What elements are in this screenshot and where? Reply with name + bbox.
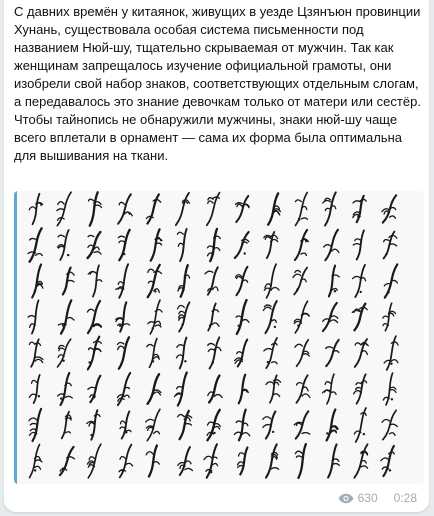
nushu-glyph bbox=[263, 411, 276, 438]
nushu-glyph bbox=[208, 337, 221, 368]
nushu-glyph bbox=[63, 268, 74, 295]
nushu-glyph bbox=[29, 409, 41, 441]
nushu-glyph bbox=[383, 303, 396, 331]
nushu-glyph bbox=[29, 339, 42, 366]
nushu-glyph bbox=[382, 410, 397, 439]
nushu-glyph bbox=[323, 192, 336, 225]
nushu-glyph bbox=[178, 302, 190, 331]
nushu-glyph bbox=[57, 192, 71, 226]
nushu-glyph bbox=[294, 411, 310, 438]
nushu-glyph bbox=[353, 265, 366, 297]
message-bubble bbox=[4, 0, 429, 512]
nushu-glyph bbox=[263, 301, 276, 333]
nushu-glyph bbox=[323, 374, 337, 404]
nushu-glyph bbox=[208, 304, 219, 331]
nushu-glyph bbox=[205, 267, 218, 294]
nushu-glyph bbox=[87, 444, 100, 478]
nushu-glyph bbox=[329, 266, 339, 297]
nushu-glyph bbox=[296, 375, 309, 402]
nushu-glyph bbox=[148, 300, 162, 334]
views-count: 630 bbox=[357, 491, 378, 505]
nushu-glyph bbox=[176, 338, 186, 369]
nushu-glyph bbox=[178, 411, 192, 439]
nushu-glyph bbox=[235, 196, 249, 222]
nushu-glyph bbox=[354, 444, 367, 478]
nushu-glyph bbox=[266, 444, 279, 477]
nushu-glyph bbox=[88, 192, 101, 225]
nushu-glyph bbox=[204, 444, 218, 477]
nushu-glyph bbox=[28, 300, 38, 333]
nushu-glyph bbox=[295, 230, 308, 260]
nushu-glyph bbox=[326, 340, 339, 366]
nushu-glyph bbox=[384, 264, 397, 297]
nushu-glyph bbox=[176, 193, 190, 225]
nushu-glyph bbox=[62, 412, 72, 439]
nushu-glyph bbox=[87, 410, 100, 439]
nushu-glyph bbox=[117, 373, 130, 405]
nushu-glyph bbox=[352, 304, 367, 331]
nushu-glyph bbox=[29, 194, 42, 224]
nushu-glyph bbox=[324, 230, 339, 260]
nushu-glyph bbox=[236, 300, 249, 334]
nushu-glyph bbox=[207, 193, 220, 226]
message-meta bbox=[338, 490, 417, 506]
nushu-glyph bbox=[355, 339, 369, 367]
nushu-glyph bbox=[175, 372, 187, 405]
nushu-glyph bbox=[88, 232, 101, 258]
nushu-glyph bbox=[57, 230, 69, 260]
nushu-glyph bbox=[326, 410, 338, 441]
nushu-glyph bbox=[295, 192, 307, 225]
nushu-glyph bbox=[235, 340, 248, 367]
nushu-glyph bbox=[235, 267, 247, 295]
nushu-glyph bbox=[118, 230, 129, 260]
attached-image[interactable] bbox=[14, 191, 424, 484]
nushu-glyph bbox=[88, 376, 100, 402]
nushu-glyph bbox=[177, 229, 186, 261]
nushu-glyph bbox=[58, 300, 74, 333]
nushu-glyph bbox=[207, 410, 220, 440]
nushu-glyph bbox=[295, 340, 309, 366]
nushu-glyph bbox=[234, 410, 249, 441]
nushu-glyph bbox=[384, 232, 397, 259]
nushu-glyph bbox=[293, 268, 307, 295]
nushu-glyph bbox=[146, 445, 159, 476]
nushu-glyph bbox=[382, 195, 396, 222]
nushu-glyph bbox=[116, 264, 128, 298]
nushu-glyph bbox=[146, 194, 160, 223]
message-body: С давних времён у китаянок, живущих в уезде Цзянъюн провинции Хунань, существовала особая система письменности под названием Нюй-шу, тщательно скрываемая от мужчин. Так как женщинам запрещалось изучение официальной грамоты, они изобрели свой набор знаков, соответствующих отдельным слогам, а передавалось это знание девочкам только от матери или сестёр. Чтобы тайнопись не обнаружили мужчины, знаки нюй-шу чаще всего вплетали в орнамент — сама их форма была оптимальна для вышивания на ткани. bbox=[14, 4, 421, 163]
nushu-glyph bbox=[117, 337, 129, 368]
nushu-glyph bbox=[264, 232, 278, 258]
nushu-glyph bbox=[353, 196, 366, 222]
nushu-glyph bbox=[118, 194, 132, 224]
nushu-glyph bbox=[87, 301, 101, 333]
nushu-glyph bbox=[235, 232, 249, 258]
nushu-glyph bbox=[178, 447, 193, 475]
nushu-glyph bbox=[147, 339, 159, 368]
nushu-glyph bbox=[28, 228, 42, 261]
nushu-glyph bbox=[353, 230, 364, 259]
nushu-glyph bbox=[58, 373, 73, 405]
nushu-glyph bbox=[148, 374, 161, 404]
nushu-glyph bbox=[295, 444, 306, 478]
nushu-glyph bbox=[57, 339, 70, 367]
nushu-glyph bbox=[148, 265, 162, 297]
nushu-glyph bbox=[384, 336, 398, 370]
nushu-glyph bbox=[207, 229, 220, 261]
nushu-glyph bbox=[239, 375, 248, 404]
nushu-glyph bbox=[383, 373, 396, 405]
nushu-glyph bbox=[328, 444, 339, 477]
nushu-glyph bbox=[120, 411, 131, 438]
nushu-glyph bbox=[268, 193, 280, 224]
nushu-glyph bbox=[381, 446, 394, 476]
nushu-glyph-grid bbox=[14, 191, 424, 484]
nushu-glyph bbox=[60, 447, 75, 475]
nushu-glyph bbox=[32, 265, 43, 298]
nushu-glyph bbox=[323, 303, 338, 331]
nushu-glyph bbox=[88, 337, 102, 370]
nushu-glyph bbox=[119, 445, 133, 478]
nushu-glyph bbox=[264, 338, 277, 368]
nushu-glyph bbox=[116, 302, 130, 331]
nushu-glyph bbox=[354, 408, 366, 442]
nushu-glyph bbox=[264, 264, 279, 298]
eye-icon bbox=[338, 493, 354, 504]
nushu-glyph bbox=[29, 375, 40, 403]
nushu-glyph bbox=[294, 301, 309, 333]
nushu-glyph bbox=[208, 376, 222, 403]
nushu-glyph bbox=[266, 375, 281, 402]
message-text bbox=[14, 3, 424, 165]
nushu-glyph bbox=[146, 409, 160, 440]
nushu-glyph bbox=[88, 265, 102, 296]
nushu-glyph bbox=[151, 229, 162, 260]
nushu-glyph bbox=[354, 374, 367, 403]
message-time: 0:28 bbox=[393, 491, 417, 505]
nushu-glyph bbox=[30, 444, 42, 477]
nushu-glyph bbox=[238, 447, 248, 474]
nushu-glyph bbox=[178, 265, 190, 297]
